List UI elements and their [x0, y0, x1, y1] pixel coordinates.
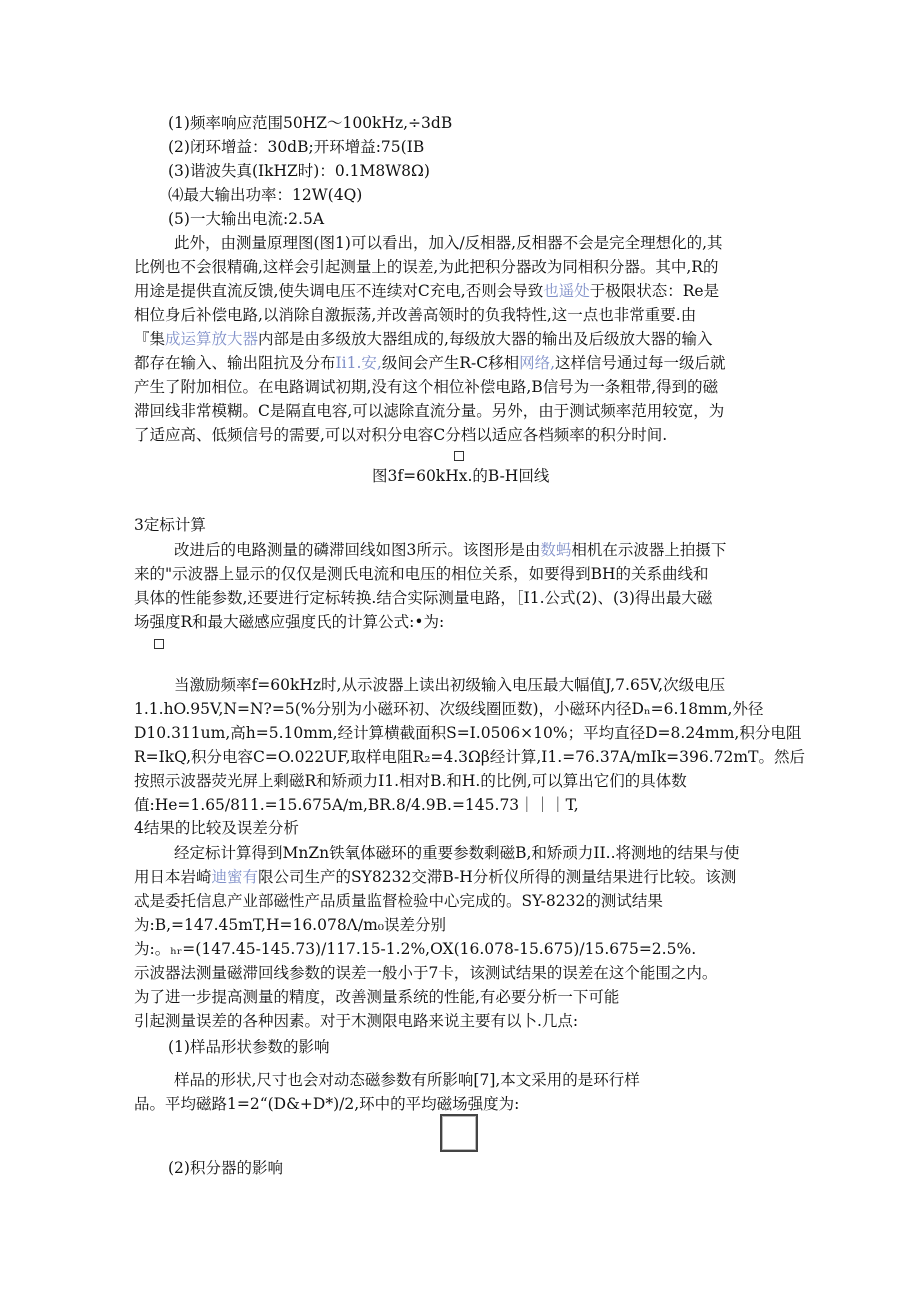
sub1-heading: (1)样品形状参数的影响	[168, 1038, 330, 1056]
para2-line-5: 按照示波器荧光屏上剩磁R和矫顽力I1.相对B.和H.的比例,可以算出它们的具体数	[134, 772, 687, 790]
section4-line-6: 示波器法测量磁滞回线参数的误差一般小于7卡，该测试结果的误差在这个能围之内。	[134, 964, 718, 982]
spec-item-1: (1)频率响应范围50HZ～100kHz,÷3dB	[168, 114, 453, 132]
section3-heading: 3定标计算	[134, 516, 206, 534]
para1-line-3-text-b: 于极限状态：Re是	[589, 282, 720, 300]
para1-line-3	[134, 281, 719, 301]
para1-line-6-text-c: 这样信号通过每一级后就	[555, 354, 726, 372]
para1-line-6-text-b: 级间会产生R-C移相	[381, 354, 520, 372]
section4-heading: 4结果的比较及误差分析	[134, 819, 299, 837]
para1-line-8: 滞回线非常模糊。C是隔直电容,可以滤除直流分量。另外，由于测试频率范用较宽，为	[134, 402, 725, 420]
section3-line-1-text-b: 相机在示波器上拍摄下	[571, 541, 727, 559]
section4-line-7: 为了进一步提高测量的精度，改善测量系统的性能,有必要分析一下可能	[134, 988, 620, 1006]
figure3-image-placeholder	[454, 451, 464, 461]
section3-line-4: 场强度R和最大磁感应强度氏的计算公式:•为:	[134, 613, 445, 631]
para1-line-9: 了适应高、低频信号的需要,可以对积分电容C分档以适应各档频率的积分时间.	[134, 426, 668, 444]
para1-line-2: 比例也不会很精确,这样会引起测量上的误差,为此把积分器改为同相积分器。其中,R的	[134, 258, 719, 276]
section4-line-2-text-b: 限公司生产的SY8232交滞B-H分析仪所得的测量结果进行比较。该测	[258, 868, 737, 886]
para1-line-5-text-b: 内部是由多级放大器组成的,每级放大器的输出及后级放大器的输入	[258, 330, 713, 348]
link-ii1[interactable]: Ii1.安,	[335, 354, 382, 372]
link-digital-camera[interactable]: 数蚂	[540, 541, 572, 559]
section3-line-2: 来的"示波器上显示的仅仅是测氏电流和电压的相位关系，如要得到BH的关系曲线和	[134, 565, 709, 583]
figure3-caption: 图3f=60kHx.的B-H回线	[372, 467, 550, 485]
spec-item-4: ⑷最大输出功率：12W(4Q)	[168, 186, 363, 204]
para2-line-6: 值:He=1.65/811.=15.675A∕m,BR.8/4.9B.=145.73｜｜｜T,	[134, 796, 579, 814]
section4-line-5: 为:。ₕᵣ=(147.45-145.73)/117.15-1.2%,OX(16.078-15.675)/15.675=2.5%.	[134, 940, 697, 958]
link-yeyaochu[interactable]: 也遥处	[543, 282, 590, 300]
para1-line-5-text-a: 『集	[134, 330, 166, 348]
sub1-line-1: 样品的形状,尺寸也会对动态磁参数有所影响[7],本文采用的是环行样	[174, 1071, 640, 1089]
para1-line-5	[134, 329, 712, 349]
para1-line-1: 此外，由测量原理图(图1)可以看出，加入/反相器,反相器不会是完全理想化的,其	[174, 234, 723, 252]
section4-line-3: 忒是委托信息产业部磁性产品质量监督检验中心完成的。SY-8232的测试结果	[134, 892, 663, 910]
section4-line-2	[134, 867, 736, 887]
spec-item-2: (2)闭环增益：30dB;开环增益:75(IB	[168, 138, 425, 156]
link-op-amp[interactable]: 成运算放大器	[165, 330, 259, 348]
para1-line-3-text-a: 用途是提供直流反馈,使失调电压不连续对C充电,否则会导致	[134, 282, 544, 300]
para2-line-2: 1.1.hO.95V,N=N?=5(%分别为小磁环初、次级线圈匝数)，小磁环内径Dₙ=6.18mm,外径	[134, 700, 764, 718]
para1-line-4: 相位身后补偿电路,以消除自激振荡,并改善高领时的负我特性,这一点也非常重要.由	[134, 306, 697, 324]
para2-line-3: D10.311um,高h=5.10mm,经计算横截面积S=I.0506×10%；平均直径D=8.24mm,积分电阻	[134, 724, 802, 742]
formula-image-placeholder	[154, 639, 164, 649]
para1-line-7: 产生了附加相位。在电路调试初期,没有这个相位补偿电路,B信号为一条粗带,得到的磁	[134, 378, 719, 396]
spec-item-5: (5)一大输出电流:2.5A	[168, 210, 325, 228]
para1-line-6-text-a: 都存在输入、输出阻抗及分布	[134, 354, 336, 372]
section4-line-1: 经定标计算得到MnZn铁氧体磁环的重要参数剩磁B,和矫顽力II..将测地的结果与使	[174, 844, 740, 862]
para2-line-1: 当激励频率f=60kHz时,从示波器上读出初级输入电压最大幅值J,7.65V,次级电压	[174, 676, 726, 694]
sub2-heading: (2)积分器的影响	[168, 1159, 283, 1177]
link-dimi[interactable]: 迪蜜有	[211, 868, 259, 886]
section3-line-3: 具体的性能参数,还要进行定标转换.结合实际测量电路，［I1.公式(2)、(3)得出最大磁	[134, 589, 713, 607]
section3-line-1	[174, 540, 726, 560]
section4-line-4: 为:B,=147.45mT,H=16.078Λ∕m₀误差分别	[134, 916, 447, 934]
para1-line-6	[134, 353, 726, 373]
sub1-line-2: 品。平均磁路1=2“(D&+D*)/2,环中的平均磁场强度为:	[134, 1095, 520, 1113]
spec-item-3: (3)谐波失真(IkHZ时)：0.1M8W8Ω)	[168, 162, 430, 180]
formula-image-placeholder-large	[440, 1114, 478, 1152]
section4-line-2-text-a: 用日本岩崎	[134, 868, 212, 886]
link-network[interactable]: 网络,	[519, 354, 556, 372]
section3-line-1-text-a: 改进后的电路测量的磷滞回线如图3所示。该图形是由	[174, 541, 541, 559]
para2-line-4: R=IkQ,积分电容C=O.022UF,取样电阻R₂=4.3Ωβ经计算,I1.=76.37A∕mIk=396.72mT。然后	[134, 748, 805, 766]
section4-line-8: 引起测量误差的各种因素。对于木测限电路来说主要有以卜.几点:	[134, 1012, 579, 1030]
